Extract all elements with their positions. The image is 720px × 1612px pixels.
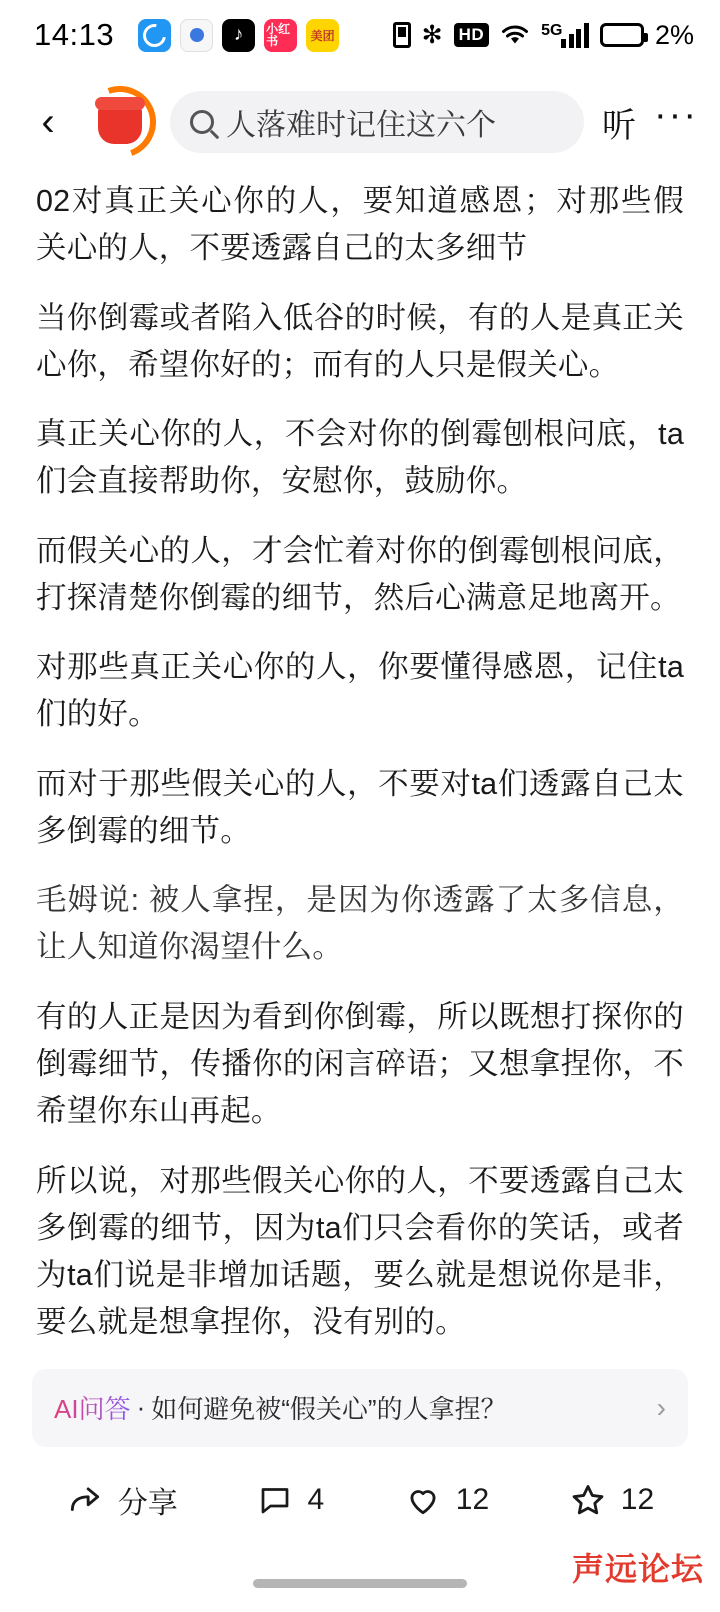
tiktok-icon bbox=[222, 19, 255, 52]
xiaohongshu-icon: 小红书 bbox=[264, 19, 297, 52]
star-icon bbox=[569, 1481, 607, 1519]
status-time: 14:13 bbox=[34, 17, 115, 52]
article-paragraph: 当你倒霉或者陷入低谷的时候，有的人是真正关心你，希望你好的；而有的人只是假关心。 bbox=[36, 300, 684, 382]
browser-icon bbox=[138, 19, 171, 52]
hd-icon: HD bbox=[454, 23, 490, 47]
share-icon bbox=[66, 1481, 104, 1519]
comment-button[interactable] bbox=[257, 1482, 324, 1518]
listen-button[interactable]: 听 bbox=[602, 106, 637, 145]
chevron-right-icon: › bbox=[656, 1391, 666, 1423]
vibrate-icon bbox=[393, 22, 411, 48]
search-input-value: 人落难时记住这六个 bbox=[226, 109, 496, 142]
article-paragraph: 所以说，对那些假关心你的人，不要透露自己太多倒霉的细节，因为ta们只会看你的笑话，或者为ta们说是非增加话题，要么就是想说你是非，要么就是想拿捏你，没有别的。 bbox=[36, 1163, 684, 1340]
heart-icon bbox=[404, 1481, 442, 1519]
home-indicator[interactable] bbox=[253, 1579, 467, 1588]
top-navigation-bar bbox=[0, 70, 720, 174]
favorite-button[interactable] bbox=[569, 1481, 654, 1519]
more-options-button[interactable]: ··· bbox=[654, 93, 698, 136]
favorite-count: 12 bbox=[620, 1483, 655, 1516]
battery-icon bbox=[600, 23, 644, 47]
back-arrow-icon[interactable]: ‹ bbox=[41, 99, 55, 144]
ai-qa-tag: AI问答 bbox=[54, 1389, 131, 1426]
status-system-icons bbox=[393, 20, 694, 51]
like-count: 12 bbox=[455, 1483, 490, 1516]
action-bar bbox=[0, 1454, 720, 1546]
share-button[interactable] bbox=[66, 1478, 178, 1522]
status-app-icons bbox=[138, 19, 339, 52]
share-label: 分享 bbox=[117, 1487, 178, 1520]
article-paragraph: 对那些真正关心你的人，你要懂得感恩，记住ta们的好。 bbox=[36, 650, 684, 732]
ai-qa-card[interactable] bbox=[32, 1369, 688, 1447]
bluetooth-icon: ✻ bbox=[421, 20, 443, 49]
like-button[interactable] bbox=[404, 1481, 489, 1519]
watermark: 声远论坛 bbox=[571, 1550, 704, 1588]
comment-icon bbox=[257, 1482, 293, 1518]
search-input[interactable] bbox=[170, 91, 584, 153]
status-bar bbox=[0, 0, 720, 70]
app-logo-icon[interactable] bbox=[84, 86, 156, 158]
article-paragraph: 02对真正关心你的人，要知道感恩；对那些假关心的人，不要透露自己的太多细节 bbox=[36, 184, 684, 266]
article-paragraph: 真正关心你的人，不会对你的倒霉刨根问底，ta们会直接帮助你，安慰你，鼓励你。 bbox=[36, 417, 684, 499]
meituan-icon: 美团 bbox=[306, 19, 339, 52]
article-body bbox=[0, 174, 720, 1347]
article-paragraph: 有的人正是因为看到你倒霉，所以既想打探你的倒霉细节，传播你的闲言碎语；又想拿捏你，不希望你东山再起。 bbox=[36, 999, 684, 1129]
article-quote: 毛姆说: 被人拿捏，是因为你透露了太多信息，让人知道你渴望什么。 bbox=[36, 883, 684, 965]
network-type-label: 5G bbox=[541, 22, 563, 39]
article-paragraph: 而假关心的人，才会忙着对你的倒霉刨根问底，打探清楚你倒霉的细节，然后心满意足地离开。 bbox=[36, 533, 684, 615]
cellular-signal-icon bbox=[541, 22, 589, 48]
battery-percent: 2% bbox=[654, 19, 694, 50]
wifi-icon bbox=[500, 23, 530, 47]
alipay-icon bbox=[180, 19, 213, 52]
ai-qa-separator: · bbox=[136, 1392, 146, 1423]
ai-qa-question: 如何避免被“假关心”的人拿捏？ bbox=[151, 1394, 507, 1425]
search-icon bbox=[190, 110, 214, 134]
article-paragraph: 而对于那些假关心的人，不要对ta们透露自己太多倒霉的细节。 bbox=[36, 766, 684, 848]
comment-count: 4 bbox=[307, 1483, 325, 1516]
